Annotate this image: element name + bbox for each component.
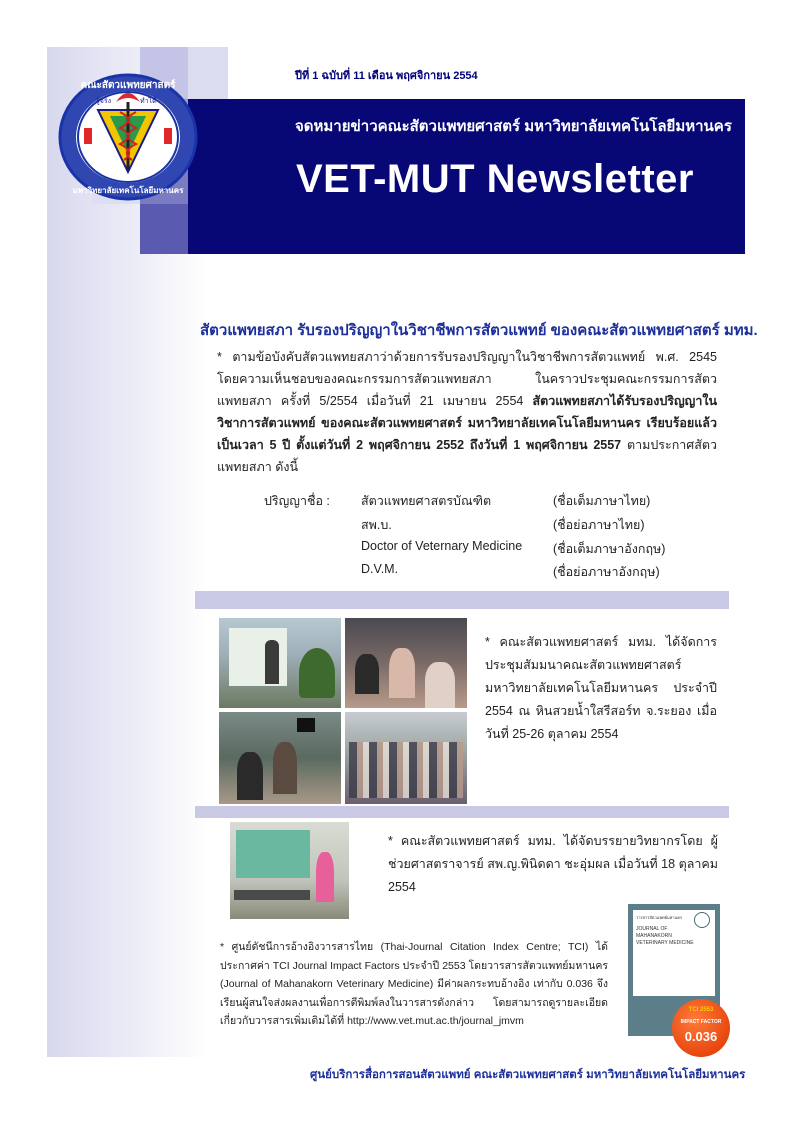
audience-photo — [345, 618, 467, 708]
seminar-text: * คณะสัตวแพทยศาสตร์ มทม. ได้จัดการประชุมสัมมนาคณะสัตวแพทยศาสตร์ มหาวิทยาลัยเทคโนโลยีมหานคร ประจำปี 2554 ณ หินสวยน้ำใสรีสอร์ท จ.ระยอง เมื่อวันที่ 25-26 ตุลาคม 2554 — [485, 635, 717, 741]
lecture-photo — [230, 822, 349, 919]
degree-label: ปริญญาชื่อ : — [264, 494, 330, 508]
article-paragraph — [217, 346, 717, 478]
degree-name: Doctor of Veternary Medicine — [361, 539, 523, 553]
seminar-photo — [219, 618, 341, 708]
degree-desc: (ชื่อเต็มภาษาอังกฤษ) — [553, 542, 666, 556]
discussion-photo — [219, 712, 341, 804]
cover-title-en-3: VETERINARY MEDICINE — [636, 940, 694, 946]
section-divider — [195, 591, 729, 609]
badge-label: IMPACT FACTOR — [680, 1019, 722, 1025]
cover-title-en-2: MAHANAKORN — [636, 933, 672, 939]
faculty-logo — [58, 72, 198, 202]
newsletter-title: VET-MUT Newsletter — [296, 157, 694, 201]
logo-motto-right: ทำได้ — [140, 98, 157, 105]
degree-name: สพ.บ. — [361, 518, 392, 532]
degree-name: D.V.M. — [361, 562, 399, 576]
degree-desc: (ชื่อเต็มภาษาไทย) — [553, 494, 651, 508]
para-intro: * ตามข้อบังคับสัตวแพทยสภาว่าด้วยการรับรองปริญญาในวิชาชีพการสัตวแพทย์ พ.ศ. 2545 โดยความเห็นชอบของคณะกรรมการสัตวแพทยสภา ในคราวประชุมคณะกรรมการสัตวแพทยสภา ครั้งที่ 5/2554 เมื่อวันที่ 21 เมษายน 2554 — [217, 350, 717, 408]
degree-name: สัตวแพทยศาสตรบัณฑิต — [361, 494, 492, 508]
badge-value: 0.036 — [684, 1029, 718, 1044]
logo-motto-left: รู้จริง — [96, 98, 112, 105]
footer-text: ศูนย์บริการสื่อการสอนสัตวแพทย์ คณะสัตวแพทยศาสตร์ มหาวิทยาลัยเทคโนโลยีมหานคร — [310, 1069, 746, 1081]
badge-top: TCI 2553 — [688, 1007, 714, 1013]
para-end: ตามประกาศสัตวแพทยสภา ดังนี้ — [217, 438, 717, 474]
group-photo — [345, 712, 467, 804]
decor-square — [140, 204, 188, 254]
article-heading: สัตวแพทยสภา รับรองปริญญาในวิชาชีพการสัตวแพทย์ ของคณะสัตวแพทยศาสตร์ มทม. — [200, 322, 758, 339]
issue-line: ปีที่ 1 ฉบับที่ 11 เดือน พฤศจิกายน 2554 — [295, 70, 478, 82]
para-bold: สัตวแพทยสภาได้รับรองปริญญาในวิชาการสัตวแพทย์ ของคณะสัตวแพทยศาสตร์ มหาวิทยาลัยเทคโนโลยีมหานคร เรียบร้อยแล้ว เป็นเวลา 5 ปี ตั้งแต่วันที่ 2 พฤศจิกายน 2552 ถึงวันที่ 1 พฤศจิกายน 2557 — [217, 394, 717, 452]
section-divider — [195, 806, 729, 818]
logo-top-text: คณะสัตวแพทยศาสตร์ — [80, 80, 176, 91]
lecture-text: * คณะสัตวแพทยศาสตร์ มทม. ได้จัดบรรยายวิทยากรโดย ผู้ช่วยศาสตราจารย์ สพ.ญ.พินิดดา ชะอุ่มผล เมื่อวันที่ 18 ตุลาคม 2554 — [388, 834, 718, 894]
cover-title-en-1: JOURNAL OF — [636, 926, 668, 932]
decor-square — [188, 40, 216, 47]
logo-bottom-text: มหาวิทยาลัยเทคโนโลยีมหานคร — [72, 186, 184, 195]
impact-factor-badge — [672, 999, 730, 1057]
cover-title-th: วารสารสัตวแพทย์มหานคร — [636, 915, 683, 920]
degree-desc: (ชื่อย่อภาษาไทย) — [553, 518, 645, 532]
degree-desc: (ชื่อย่อภาษาอังกฤษ) — [553, 565, 660, 579]
header-subtitle: จดหมายข่าวคณะสัตวแพทยศาสตร์ มหาวิทยาลัยเทคโนโลยีมหานคร — [295, 118, 732, 135]
tci-text: * ศูนย์ดัชนีการอ้างอิงวารสารไทย (Thai-Journal Citation Index Centre; TCI) ได้ประกาศค่า TCI Journal Impact Factors ประจำปี 2553 โดยวารสารสัตวแพทย์มหานคร (Journal of Mahanakorn Veterinary Medicine) มีค่าผลกระทบอ้างอิง เท่ากับ 0.036 จึงเรียนผู้สนใจส่งผลงานเพื่อการตีพิมพ์ลงในวารสารดังกล่าว โดยสามารถดูรายละเอียดเกี่ยวกับวารสารเพิ่มเติมได้ที่ http://www.vet.mut.ac.th/journal_jmvm — [220, 941, 608, 1027]
